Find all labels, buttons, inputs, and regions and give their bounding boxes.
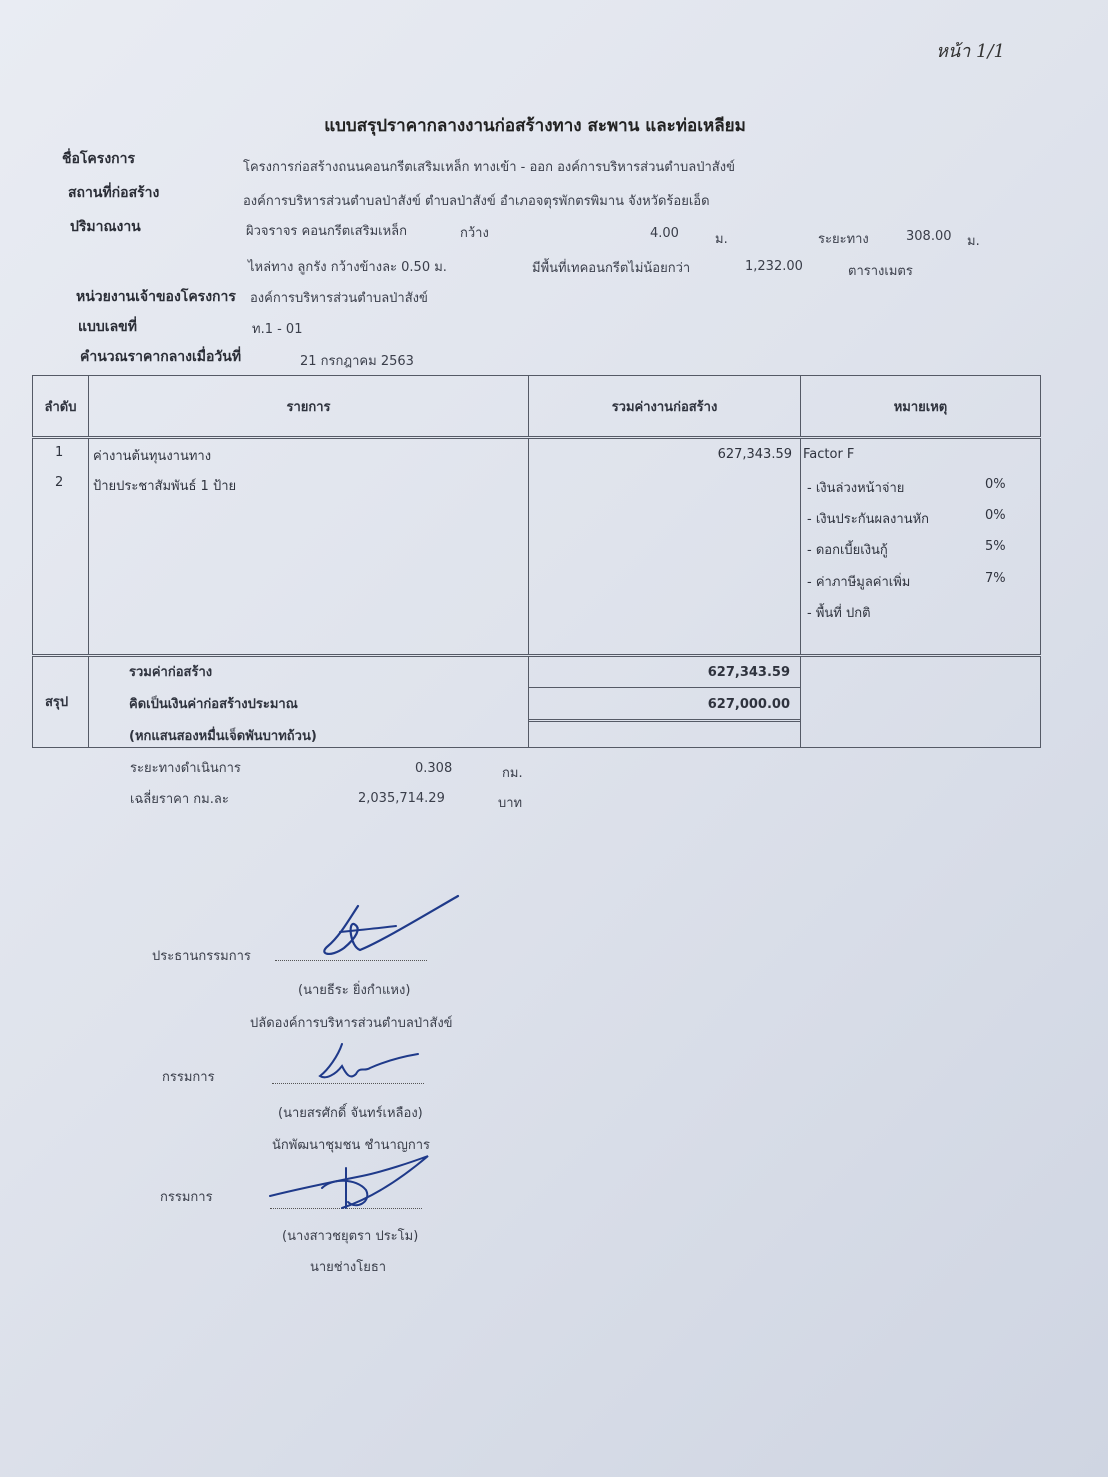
remark-area-label: - พื้นที่ ปกติ <box>807 606 871 621</box>
table-header-row <box>33 376 1041 438</box>
avg-price-value: 2,035,714.29 <box>358 791 445 806</box>
calc-date-value: 21 กรกฎาคม 2563 <box>300 354 414 369</box>
factor-f-title: Factor F <box>803 447 855 462</box>
approx-label: คิดเป็นเงินค่าก่อสร้างประมาณ <box>129 697 298 712</box>
col-header-item: รายการ <box>89 376 529 438</box>
sig1-position: ปลัดองค์การบริหารส่วนตำบลป่าสังข์ <box>250 1016 453 1031</box>
amount-cell <box>529 438 801 656</box>
col-header-amount: รวมค่างานก่อสร้าง <box>529 376 801 438</box>
sig2-role: กรรมการ <box>162 1070 215 1085</box>
price-table <box>32 375 1041 748</box>
owner-label: หน่วยงานเจ้าของโครงการ <box>76 289 236 305</box>
form-label: แบบเลขที่ <box>78 319 137 335</box>
row-2-no: 2 <box>55 475 64 490</box>
qty-area-unit: ตารางเมตร <box>848 264 913 279</box>
calc-date-label: คำนวณราคากลางเมื่อวันที่ <box>80 349 242 365</box>
owner-value: องค์การบริหารส่วนตำบลป่าสังข์ <box>250 291 428 306</box>
remark-guarantee-label: - เงินประกันผลงานหัก <box>807 512 930 527</box>
summary-label: สรุป <box>45 695 69 710</box>
remark-cell <box>801 438 1041 656</box>
qty-label: ปริมาณงาน <box>70 219 141 235</box>
qty-dist-value: 308.00 <box>906 229 952 244</box>
sig3-role: กรรมการ <box>160 1190 213 1205</box>
qty-width-unit: ม. <box>715 232 728 247</box>
total-label: รวมค่าก่อสร้าง <box>129 665 213 680</box>
sig1-name: (นายธีระ ยิ่งกำแหง) <box>298 983 411 998</box>
qty-area-value: 1,232.00 <box>745 259 803 274</box>
sig3-signature <box>262 1148 442 1228</box>
remark-interest-value: 5% <box>985 539 1006 554</box>
qty-width-label: กว้าง <box>460 226 489 241</box>
summary-text-cell <box>89 656 529 748</box>
remark-advance-label: - เงินล่วงหน้าจ่าย <box>807 481 905 496</box>
site-label: สถานที่ก่อสร้าง <box>68 185 160 201</box>
qty-line1-desc: ผิวจราจร คอนกรีตเสริมเหล็ก <box>246 224 408 239</box>
project-value: โครงการก่อสร้างถนนคอนกรีตเสริมเหล็ก ทางเข้า - ออก องค์การบริหารส่วนตำบลป่าสังข์ <box>243 160 735 175</box>
sig3-name: (นางสาวชยุตรา ประโม) <box>282 1229 419 1244</box>
qty-dist-unit: ม. <box>967 234 980 249</box>
avg-price-unit: บาท <box>498 796 523 811</box>
qty-area-label: มีพื้นที่เทคอนกรีตไม่น้อยกว่า <box>532 261 691 276</box>
sig1-signature <box>310 888 470 968</box>
summary-remark-cell <box>801 656 1041 748</box>
document-title: แบบสรุปราคากลางงานก่อสร้างทาง สะพาน และท่อเหลียม <box>324 116 746 136</box>
distance-label: ระยะทางดำเนินการ <box>130 761 241 776</box>
row-1-item: ค่างานต้นทุนงานทาง <box>93 449 212 464</box>
remark-vat-label: - ค่าภาษีมูลค่าเพิ่ม <box>807 575 911 590</box>
table-body-row <box>33 438 1041 656</box>
table-summary-row <box>33 656 1041 748</box>
no-cell <box>33 438 89 656</box>
total-value: 627,343.59 <box>707 665 790 680</box>
avg-price-label: เฉลี่ยราคา กม.ละ <box>130 792 229 807</box>
sig2-signature <box>312 1036 432 1086</box>
summary-amount-cell <box>529 656 801 748</box>
qty-line2-desc: ไหล่ทาง ลูกรัง กว้างข้างละ 0.50 ม. <box>248 260 447 275</box>
item-cell <box>89 438 529 656</box>
site-value: องค์การบริหารส่วนตำบลป่าสังข์ ตำบลป่าสังข์ อำเภอจตุรพักตรพิมาน จังหวัดร้อยเอ็ด <box>243 194 710 209</box>
form-value: ท.1 - 01 <box>252 322 303 337</box>
project-label: ชื่อโครงการ <box>62 151 136 167</box>
remark-advance-value: 0% <box>985 477 1006 492</box>
row-1-amount: 627,343.59 <box>717 447 792 462</box>
sig3-position: นายช่างโยธา <box>310 1260 387 1275</box>
amount-in-words: (หกแสนสองหมื่นเจ็ดพันบาทถ้วน) <box>129 729 317 744</box>
sig2-position: นักพัฒนาชุมชน ชำนาญการ <box>272 1138 431 1153</box>
distance-unit: กม. <box>502 766 523 781</box>
remark-vat-value: 7% <box>985 571 1006 586</box>
distance-value: 0.308 <box>415 761 453 776</box>
summary-label-cell <box>33 656 89 748</box>
sig1-role: ประธานกรรมการ <box>152 949 251 964</box>
qty-width-value: 4.00 <box>650 226 679 241</box>
sig2-name: (นายสรศักดิ์ จันทร์เหลือง) <box>278 1106 423 1121</box>
qty-dist-label: ระยะทาง <box>818 232 869 247</box>
page-number: หน้า 1/1 <box>936 41 1005 62</box>
row-2-item: ป้ายประชาสัมพันธ์ 1 ป้าย <box>93 479 237 494</box>
col-header-remark: หมายเหตุ <box>801 376 1041 438</box>
remark-interest-label: - ดอกเบี้ยเงินกู้ <box>807 543 888 558</box>
row-1-no: 1 <box>55 445 64 460</box>
col-header-no: ลำดับ <box>33 376 89 438</box>
approx-value: 627,000.00 <box>707 697 790 712</box>
remark-guarantee-value: 0% <box>985 508 1006 523</box>
